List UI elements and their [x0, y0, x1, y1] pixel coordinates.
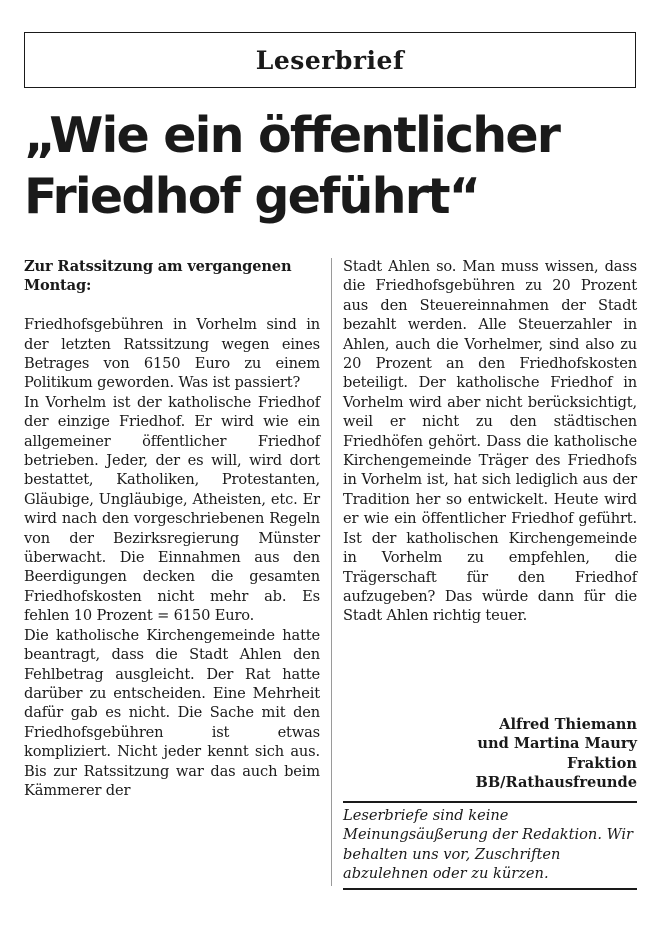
- disclaimer-rule-bottom: [343, 888, 637, 890]
- article-paragraph: In Vorhelm ist der katholische Friedhof der einzige Friedhof. Er wird wie ein allgemeiner öffentlicher Friedhof betrieben. Jeder, der es will, wird dort bestattet, Katholiken, Protestanten, Gläubige, Ungläubige, Atheisten, etc. Er wird nach den vorgeschriebenen Regeln von der Bezirksregierung Münster überwacht. Die Einnahmen aus den Beerdigungen decken die gesamten Friedhofskosten nicht mehr ab. Es fehlen 10 Prozent = 6150 Euro.: [24, 393, 320, 625]
- signature-line: Fraktion: [567, 754, 637, 772]
- article-column-right: [343, 257, 637, 626]
- lead-line: Zur Ratssitzung am vergangenen Montag:: [24, 258, 292, 295]
- signature-line: Alfred Thiemann: [499, 716, 637, 733]
- section-header-box: [24, 32, 636, 88]
- headline-line-1: „Wie ein öffentlicher: [24, 107, 560, 164]
- section-label: Leserbrief: [255, 45, 405, 75]
- article-paragraph: Stadt Ahlen so. Man muss wissen, dass die Friedhofsgebühren zu 20 Prozent aus den Steuereinnahmen der Stadt bezahlt werden. Alle Steuerzahler in Ahlen, auch die Vorhelmer, sind also zu 20 Prozent an den Friedhofskosten beteiligt. Der katholische Friedhof in Vorhelm wird aber nicht berücksichtigt, weil er nicht zu den städtischen Friedhöfen gehört. Dass die katholische Kirchengemeinde Träger des Friedhofs in Vorhelm ist, hat sich lediglich aus der Tradition her so entwickelt. Heute wird er wie ein öffentlicher Friedhof geführt. Ist der katholischen Kirchengemeinde in Vorhelm zu empfehlen, die Trägerschaft für den Friedhof aufzugeben? Das würde dann für die Stadt Ahlen richtig teuer.: [343, 258, 637, 625]
- signature-line: BB/Rathausfreunde: [475, 774, 637, 792]
- article-paragraph: Die katholische Kirchengemeinde hatte beantragt, dass die Stadt Ahlen den Fehlbetrag ausgleicht. Der Rat hatte darüber zu entscheiden. Eine Mehrheit dafür gab es nicht. Die Sache mit den Friedhofsgebühren ist etwas kompliziert. Nicht jeder kennt sich aus. Bis zur Ratssitzung war das auch beim Kämmerer der: [24, 626, 320, 799]
- author-signature: [343, 715, 637, 793]
- column-divider: [331, 258, 332, 886]
- article-column-left: [24, 257, 320, 800]
- headline: [24, 105, 644, 227]
- signature-line: und Martina Maury: [477, 735, 637, 753]
- disclaimer-rule-top: [343, 801, 637, 803]
- article-paragraph: Friedhofsgebühren in Vorhelm sind in der letzten Ratssitzung wegen eines Betrages von 6150 Euro zu einem Politikum geworden. Was ist passiert?: [24, 316, 320, 392]
- headline-line-2: Friedhof geführt“: [24, 168, 480, 225]
- editorial-disclaimer: Leserbriefe sind keine Meinungsäußerung der Redaktion. Wir behalten uns vor, Zuschriften abzulehnen oder zu kürzen.: [343, 807, 634, 883]
